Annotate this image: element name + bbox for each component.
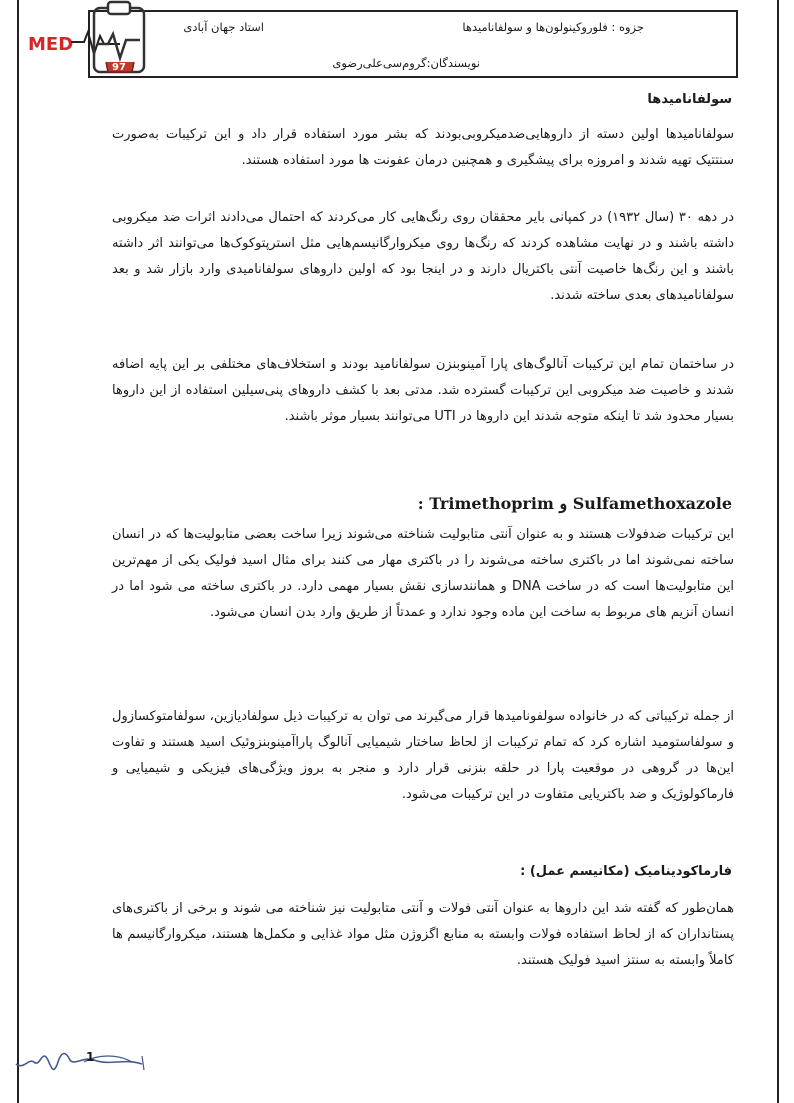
paragraph: همان‌طور که گفته شد این داروها به عنوان آنتی فولات و آنتی متابولیت نیز شناخته می شوند و برخی از باکتری‌ها‌ی پستانداران که از لحاظ استفاده فولات وابسته به منابع اگزوژن مثل مواد غذایی و مکمل‌ها هستند، میکروارگانیسم ها کاملاً وابسته به سنتز اسید فولیک هستند. [112,901,734,968]
signature-icon [14,1040,154,1080]
paragraph: این ترکیبات ضدفولات هستند و به عنوان آنتی متابولیت شناخته می‌شوند زیرا ساخت بعضی متابولیت‌ها که در انسان ساخته نمی‌شوند اما در باکتری ساخته می‌شوند را در باکتری مهار می کنند برای مثال اسید فولیک یکی از مهم‌ترین این متابولیت‌ها است که در ساخت DNA و همانند‌سازی نقش بسیار مهمی دارد. در باکتری ساخته می شود اما در انسان آنزیم های مربوط به ساخت این ماده وجود ندارد و عمدتاً از طریق وارد بدن انسان می‌شود. [112,527,735,620]
section-heading-sulfonamides: سولفانامیدها [647,92,732,107]
teacher-name: استاد جهان آبادی [183,20,264,34]
paragraph: سولفانامیدها اولین دسته از داروهایی‌ضدمیکروبی‌بودند که بشر مورد استفاده قرار داد و این ترکیبات به‌صورت سنتتیک تهیه شدند و امروزه برای پیشگیری و همچنین درمان عفونت ها مورد استفاده هستند. [112,127,734,168]
med97-logo [28,0,153,80]
logo-badge: 97 [112,62,126,73]
document-header [88,10,738,78]
logo-text: MED [28,34,74,55]
section-heading-pharmacodynamics: فارماکودینامیک (مکانیسم عمل) : [520,864,732,879]
authors-line: نویسندگان:گروم‌سی‌علی‌رضوی [332,56,480,70]
paragraph: در دهه ۳۰ (سال ۱۹۳۲) در کمپانی بایر محققان روی رنگ‌هایی کار می‌کردند که احتمال می‌دادند اثرات ضد میکروبی داشته باشند و در نهایت مشاهده کردند که رنگ‌ها روی میکروارگانیسم‌هایی مثل استرپتوکوک‌ها می‌توانند اثر داشته باشند و این رنگ‌ها خاصیت آنتی باکتریال دارند و در اینجا بود که اولین داروهای سولفانامیدی وارد بازار شد و بعد سولفانامیدهای بعدی ساخته شدند. [112,210,734,303]
page-number: 1 [86,1050,95,1064]
page-border-left [17,0,19,1103]
paragraph: در ساختمان تمام این ترکیبات آنالوگ‌های پارا آمینوبنزن سولفانامید بودند و استخلاف‌های مختلفی بر این پایه اضافه شدند و خاصیت ضد میکروبی این ترکیبات گسترده شد. مدتی بعد با کشف داروهای پنی‌سیلین استفاده از این داروها بسیار محدود شد تا اینکه متوجه شدند این داروها در UTI می‌توانند بسیار موثر باشند. [112,357,734,424]
section-heading-smx-tmp: Sulfamethoxazole و Trimethoprim : [417,494,732,513]
paragraph: از جمله ترکیباتی که در خانواده سولفونامیدها قرار می‌گیرند می توان به ترکیبات ذیل سولفادیازین، سولفامتوکسازول و سولفاستومید اشاره کرد که تمام ترکیبات از لحاظ ساختار شیمیایی آنالوگ پاراآمینوبنزوئیک اسید هستند و تفاوت این‌ها در گروهی در موقعیت پارا در حلقه بنزنی قرار دارد و منجر به بروز ویژگی‌های فیزیکی و شیمیایی و فارماکولوژیک و ضد باکتریایی متفاوت در این ترکیبات می‌شود. [112,709,734,802]
document-title: جزوه : فلوروکینولون‌ها و سولفانامیدها [462,20,644,34]
page-border-right [777,0,779,1103]
